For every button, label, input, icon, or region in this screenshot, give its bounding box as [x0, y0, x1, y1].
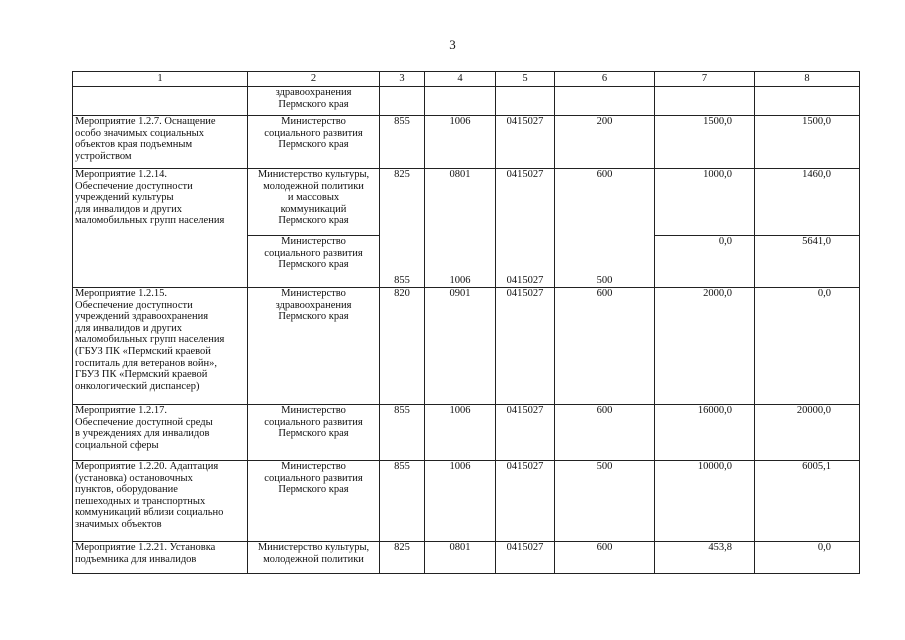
table-row	[73, 288, 860, 405]
table-row	[73, 169, 860, 236]
organization-cell: Министерство социального развития Пермского края	[248, 116, 380, 169]
amount-cell: 1460,0	[755, 169, 860, 236]
code-cell: 0415027	[496, 542, 555, 574]
code-cell: 825 855	[380, 169, 425, 288]
code-cell: 200	[555, 116, 655, 169]
amount-cell: 5641,0	[755, 236, 860, 288]
amount-cell: 20000,0	[755, 405, 860, 461]
amount-cell: 10000,0	[655, 461, 755, 542]
organization-cell: Министерство социального развития Пермского края	[248, 405, 380, 461]
code-cell: 600 500	[555, 169, 655, 288]
action-cell: Мероприятие 1.2.20. Адаптация (установка) остановочных пунктов, оборудование пешеходных и транспортных коммуникаций вблизи социально значимых объектов	[73, 461, 248, 542]
code-value: 1006	[449, 275, 471, 287]
action-cell: Мероприятие 1.2.14. Обеспечение доступности учреждений культуры для инвалидов и других маломобильных групп населения	[73, 169, 248, 288]
table-row	[73, 542, 860, 574]
code-cell: 500	[555, 461, 655, 542]
amount-cell: 0,0	[755, 542, 860, 574]
code-cell: 0801	[425, 542, 496, 574]
table-row	[73, 87, 860, 116]
code-cell: 1006	[425, 461, 496, 542]
amount-cell: 0,0	[655, 236, 755, 288]
organization-cell: здравоохранения Пермского края	[248, 87, 380, 116]
header-cell: 4	[425, 72, 496, 87]
code-value: 855	[394, 275, 410, 287]
code-cell: 1006	[425, 116, 496, 169]
amount-cell: 1500,0	[655, 116, 755, 169]
organization-cell: Министерство социального развития Пермского края	[248, 461, 380, 542]
code-cell: 855	[380, 116, 425, 169]
header-cell: 8	[755, 72, 860, 87]
code-cell: 600	[555, 288, 655, 405]
code-cell: 0901	[425, 288, 496, 405]
action-cell: Мероприятие 1.2.21. Установка подъемника для инвалидов	[73, 542, 248, 574]
code-cell: 0801 1006	[425, 169, 496, 288]
header-cell: 2	[248, 72, 380, 87]
code-cell: 0415027 0415027	[496, 169, 555, 288]
page-number: 3	[449, 37, 456, 52]
amount-cell: 0,0	[755, 288, 860, 405]
code-cell: 855	[380, 461, 425, 542]
amount-cell: 6005,1	[755, 461, 860, 542]
code-cell: 0415027	[496, 288, 555, 405]
action-cell	[73, 87, 248, 116]
organization-cell: Министерство культуры, молодежной политики и массовых коммуникаций Пермского края	[248, 169, 380, 236]
amount-cell: 1000,0	[655, 169, 755, 236]
action-cell: Мероприятие 1.2.17. Обеспечение доступной среды в учреждениях для инвалидов социальной сферы	[73, 405, 248, 461]
table-header-row	[73, 72, 860, 87]
code-cell: 825	[380, 542, 425, 574]
header-cell: 1	[73, 72, 248, 87]
table-row	[73, 461, 860, 542]
code-cell: 855	[380, 405, 425, 461]
code-cell: 0415027	[496, 116, 555, 169]
code-cell: 0415027	[496, 405, 555, 461]
table-row	[73, 405, 860, 461]
amount-cell: 1500,0	[755, 116, 860, 169]
amount-cell: 2000,0	[655, 288, 755, 405]
table-row	[73, 116, 860, 169]
organization-cell: Министерство социального развития Пермского края	[248, 236, 380, 288]
organization-cell: Министерство культуры, молодежной политики	[248, 542, 380, 574]
action-cell: Мероприятие 1.2.7. Оснащение особо значимых социальных объектов края подъемным устройством	[73, 116, 248, 169]
organization-cell: Министерство здравоохранения Пермского края	[248, 288, 380, 405]
header-cell: 5	[496, 72, 555, 87]
amount-cell: 16000,0	[655, 405, 755, 461]
amount-cell: 453,8	[655, 542, 755, 574]
code-cell: 600	[555, 405, 655, 461]
code-cell: 820	[380, 288, 425, 405]
code-value: 500	[596, 275, 613, 287]
code-cell: 0415027	[496, 461, 555, 542]
code-cell: 600	[555, 542, 655, 574]
header-cell: 3	[380, 72, 425, 87]
budget-table	[72, 71, 860, 574]
action-cell: Мероприятие 1.2.15. Обеспечение доступности учреждений здравоохранения для инвалидов и других маломобильных групп населения (ГБУЗ ПК «Пермский краевой госпиталь для ветеранов войн», ГБУЗ ПК «Пермский краевой онкологический диспансер)	[73, 288, 248, 405]
header-cell: 6	[555, 72, 655, 87]
code-cell: 1006	[425, 405, 496, 461]
header-cell: 7	[655, 72, 755, 87]
code-value: 0415027	[506, 275, 544, 287]
